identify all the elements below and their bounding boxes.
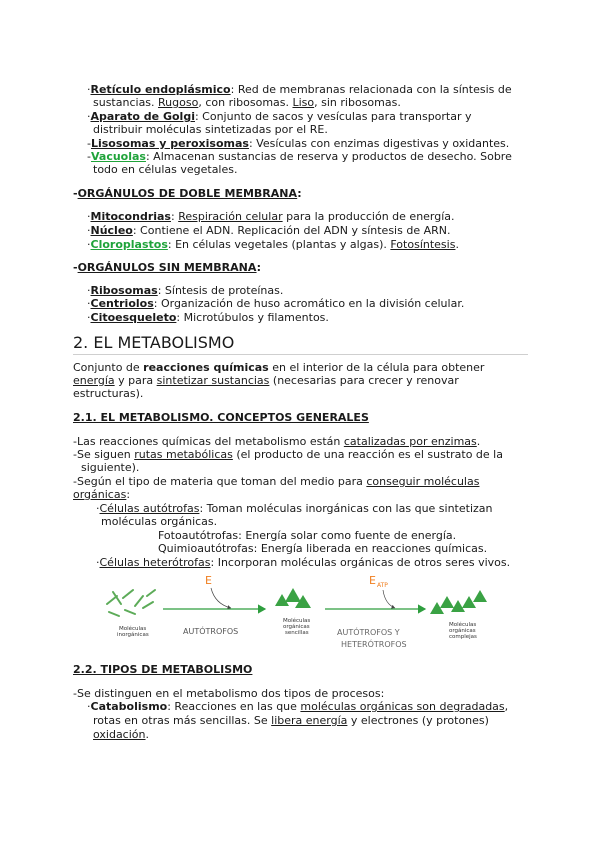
item-ribosomas: ·Ribosomas: Síntesis de proteínas.	[87, 284, 284, 297]
item-quimioautotrofas: Quimioautótrofas: Energía liberada en reacciones químicas.	[158, 542, 488, 555]
inorganic-molecules-icon	[107, 590, 155, 616]
label-inorganic-2: inorgánicas	[117, 632, 149, 638]
term-liso: Liso	[292, 96, 315, 109]
item-fotoautotrofas: Fotoautótrofas: Energía solar como fuente de energía.	[158, 529, 457, 542]
conceptos-p3: -Según el tipo de materia que toman del medio para conseguir moléculas	[73, 475, 480, 488]
item-citoesqueleto: ·Citoesqueleto: Microtúbulos y filamentos.	[87, 311, 329, 324]
term-rugoso: Rugoso	[158, 96, 199, 109]
item-reticulo-line2: sustancias. Rugoso, con ribosomas. Liso, sin ribosomas.	[93, 96, 401, 109]
term-citoesqueleto: Citoesqueleto	[90, 311, 177, 324]
tipos-p1: -Se distinguen en el metabolismo dos tipos de procesos:	[73, 687, 385, 700]
term-respiracion: Respiración celular	[178, 210, 283, 223]
item-cloroplastos: ·Cloroplastos: En células vegetales (plantas y algas). Fotosíntesis.	[87, 238, 459, 251]
heading-double-membrane: -ORGÁNULOS DE DOBLE MEMBRANA:	[73, 187, 302, 200]
item-autotrofas: ·Células autótrofas: Toman moléculas inorgánicas con las que sintetizan	[96, 502, 493, 515]
label-energy-1: E	[205, 574, 212, 587]
item-vacuolas-line2: todo en células vegetales.	[93, 163, 238, 176]
item-catabolismo-line3: oxidación.	[93, 728, 149, 741]
subsection-title-tipos: 2.2. TIPOS DE METABOLISMO	[73, 663, 253, 676]
item-heterotrofas: ·Células heterótrofas: Incorporan moléculas orgánicas de otros seres vivos.	[96, 556, 511, 569]
metabolism-diagram	[95, 568, 525, 660]
conceptos-p2-line2: siguiente).	[81, 461, 140, 474]
intro-line3: estructuras).	[73, 387, 144, 400]
item-autotrofas-line2: moléculas orgánicas.	[101, 515, 218, 528]
label-autotrofos: AUTÓTROFOS	[183, 627, 239, 636]
label-both-1: AUTÓTROFOS Y	[337, 628, 400, 637]
item-catabolismo: ·Catabolismo: Reacciones en las que moléculas orgánicas son degradadas,	[87, 700, 509, 713]
label-energy-2: E	[369, 574, 376, 587]
item-reticulo: ·Retículo endoplásmico: Red de membranas relacionada con la síntesis de	[87, 83, 512, 96]
term-golgi: Aparato de Golgi	[90, 110, 195, 123]
energy-input-arrow-2	[383, 590, 395, 608]
term-centriolos: Centriolos	[90, 297, 154, 310]
conceptos-p2: -Se siguen rutas metabólicas (el producto de una reacción es el sustrato de la	[73, 448, 503, 461]
term-cloroplastos: Cloroplastos	[90, 238, 168, 251]
label-simple-2: orgánicas	[283, 624, 310, 630]
item-mitocondrias: ·Mitocondrias: Respiración celular para la producción de energía.	[87, 210, 455, 223]
item-vacuolas: -Vacuolas: Almacenan sustancias de reserva y productos de desecho. Sobre	[87, 150, 512, 163]
intro-line1: Conjunto de reacciones químicas en el interior de la célula para obtener	[73, 361, 485, 374]
term-nucleo: Núcleo	[90, 224, 133, 237]
conceptos-p3-line2: orgánicas:	[73, 488, 131, 501]
complex-molecules-icon	[430, 590, 487, 614]
section-title-metabolismo: 2. EL METABOLISMO	[73, 333, 235, 352]
item-golgi-line2: distribuir moléculas sintetizadas por el RE.	[93, 123, 328, 136]
conceptos-p1: -Las reacciones químicas del metabolismo están catalizadas por enzimas.	[73, 435, 481, 448]
item-centriolos: ·Centriolos: Organización de huso acromático en la división celular.	[87, 297, 465, 310]
label-complex-1: Moléculas	[449, 622, 477, 628]
label-energy-atp: ATP	[377, 582, 388, 589]
simple-molecules-icon	[275, 588, 311, 608]
term-lisosomas: Lisosomas y peroxisomas	[90, 137, 249, 150]
item-golgi: ·Aparato de Golgi: Conjunto de sacos y vesículas para transportar y	[87, 110, 472, 123]
intro-line2: energía y para sintetizar sustancias (necesarias para crecer y renovar	[73, 374, 459, 387]
heading-no-membrane: -ORGÁNULOS SIN MEMBRANA:	[73, 261, 261, 274]
term-vacuolas: Vacuolas	[90, 150, 146, 163]
subsection-title-conceptos: 2.1. EL METABOLISMO. CONCEPTOS GENERALES	[73, 411, 369, 424]
item-lisosomas: -Lisosomas y peroxisomas: Vesículas con enzimas digestivas y oxidantes.	[87, 137, 510, 150]
term-fotosintesis: Fotosíntesis	[390, 238, 456, 251]
label-both-2: HETERÓTROFOS	[341, 640, 407, 649]
label-simple-1: Moléculas	[283, 618, 311, 624]
item-nucleo: ·Núcleo: Contiene el ADN. Replicación del ADN y síntesis de ARN.	[87, 224, 451, 237]
energy-input-arrow-1	[211, 588, 231, 608]
label-simple-3: sencillas	[285, 630, 309, 636]
label-complex-3: complejas	[449, 634, 477, 640]
item-catabolismo-line2: rotas en otras más sencillas. Se libera energía y electrones (y protones)	[93, 714, 489, 727]
label-complex-2: orgánicas	[449, 628, 476, 634]
term-ribosomas: Ribosomas	[90, 284, 158, 297]
term-mitocondrias: Mitocondrias	[90, 210, 171, 223]
term-reticulo: Retículo endoplásmico	[90, 83, 231, 96]
label-inorganic-1: Moléculas	[119, 626, 147, 632]
title-divider	[73, 354, 528, 355]
